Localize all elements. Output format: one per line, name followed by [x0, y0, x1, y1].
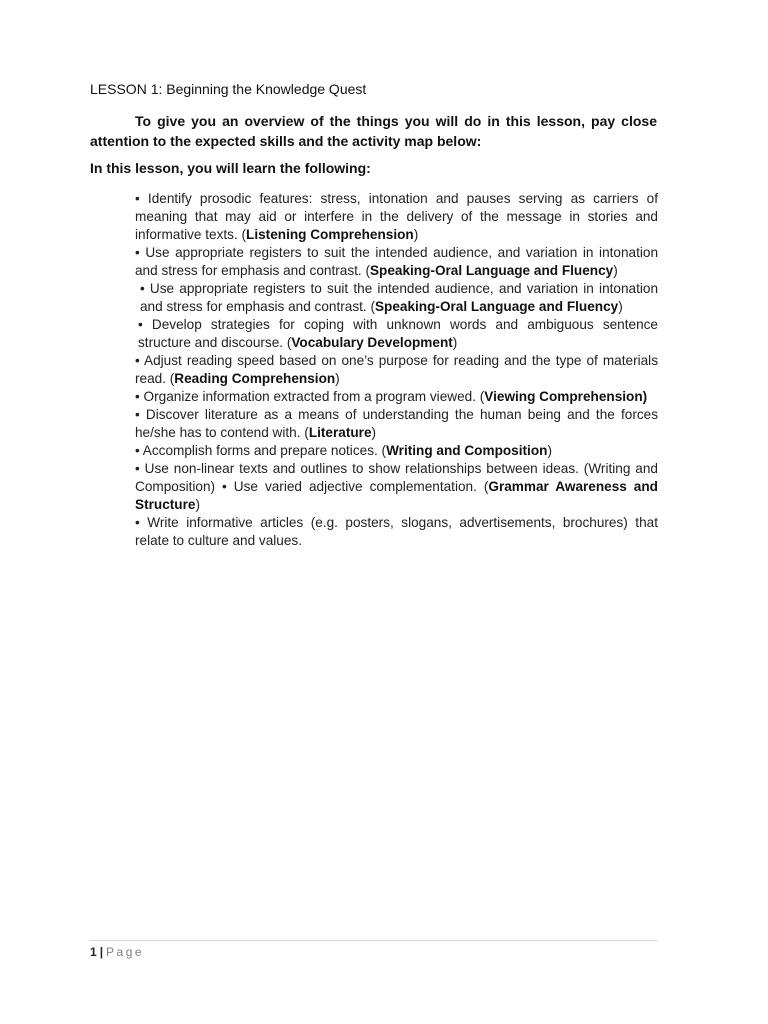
skill-area: Writing and Composition	[386, 443, 548, 458]
list-item: • Discover literature as a means of understanding the human being and the forces he/she has to contend with. (Literature)	[135, 407, 658, 440]
skill-area: Speaking-Oral Language and Fluency	[374, 299, 619, 314]
lesson-heading: LESSON 1: Beginning the Knowledge Quest	[90, 81, 367, 97]
list-item: • Organize information extracted from a program viewed. (Viewing Comprehension)	[135, 389, 648, 404]
skill-area: Viewing Comprehension)	[484, 389, 648, 404]
skill-area: Grammar Awareness and Structure	[135, 479, 658, 512]
list-item: • Identify prosodic features: stress, intonation and pauses serving as carriers of meaning that may aid or interfere in the delivery of the message in stories and informative texts. (Listening Comprehension)	[135, 191, 658, 242]
list-item: • Accomplish forms and prepare notices. (Writing and Composition)	[135, 443, 552, 458]
list-item: • Adjust reading speed based on one’s purpose for reading and the type of materials read. (Reading Comprehension)	[135, 353, 658, 386]
footer-divider	[90, 940, 658, 941]
list-item: • Develop strategies for coping with unknown words and ambiguous sentence structure and discourse. (Vocabulary Development)	[138, 317, 658, 350]
footer-separator: |	[99, 945, 104, 959]
learn-heading: In this lesson, you will learn the following:	[90, 160, 371, 176]
skill-area: Listening Comprehension	[246, 227, 414, 242]
skill-area: Speaking-Oral Language and Fluency	[369, 263, 614, 278]
skill-area: Literature	[308, 425, 372, 440]
skill-area: Vocabulary Development	[291, 335, 453, 350]
list-item: • Use non-linear texts and outlines to show relationships between ideas. (Writing and Composition) • Use varied adjective complementation. (Grammar Awareness and Structure)	[135, 461, 658, 512]
page-footer	[90, 945, 144, 959]
skill-area: Reading Comprehension	[174, 371, 336, 386]
objectives-list	[135, 190, 658, 550]
page-label: Page	[106, 945, 145, 959]
list-item: • Use appropriate registers to suit the intended audience, and variation in intonation and stress for emphasis and contrast. (Speaking-Oral Language and Fluency)	[140, 281, 658, 314]
list-item: • Write informative articles (e.g. posters, slogans, advertisements, brochures) that relate to culture and values.	[135, 515, 658, 548]
page-number: 1	[90, 945, 97, 959]
list-item: • Use appropriate registers to suit the intended audience, and variation in intonation and stress for emphasis and contrast. (Speaking-Oral Language and Fluency)	[135, 245, 658, 278]
intro-paragraph: To give you an overview of the things you will do in this lesson, pay close attention to the expected skills and the activity map below:	[90, 113, 657, 149]
